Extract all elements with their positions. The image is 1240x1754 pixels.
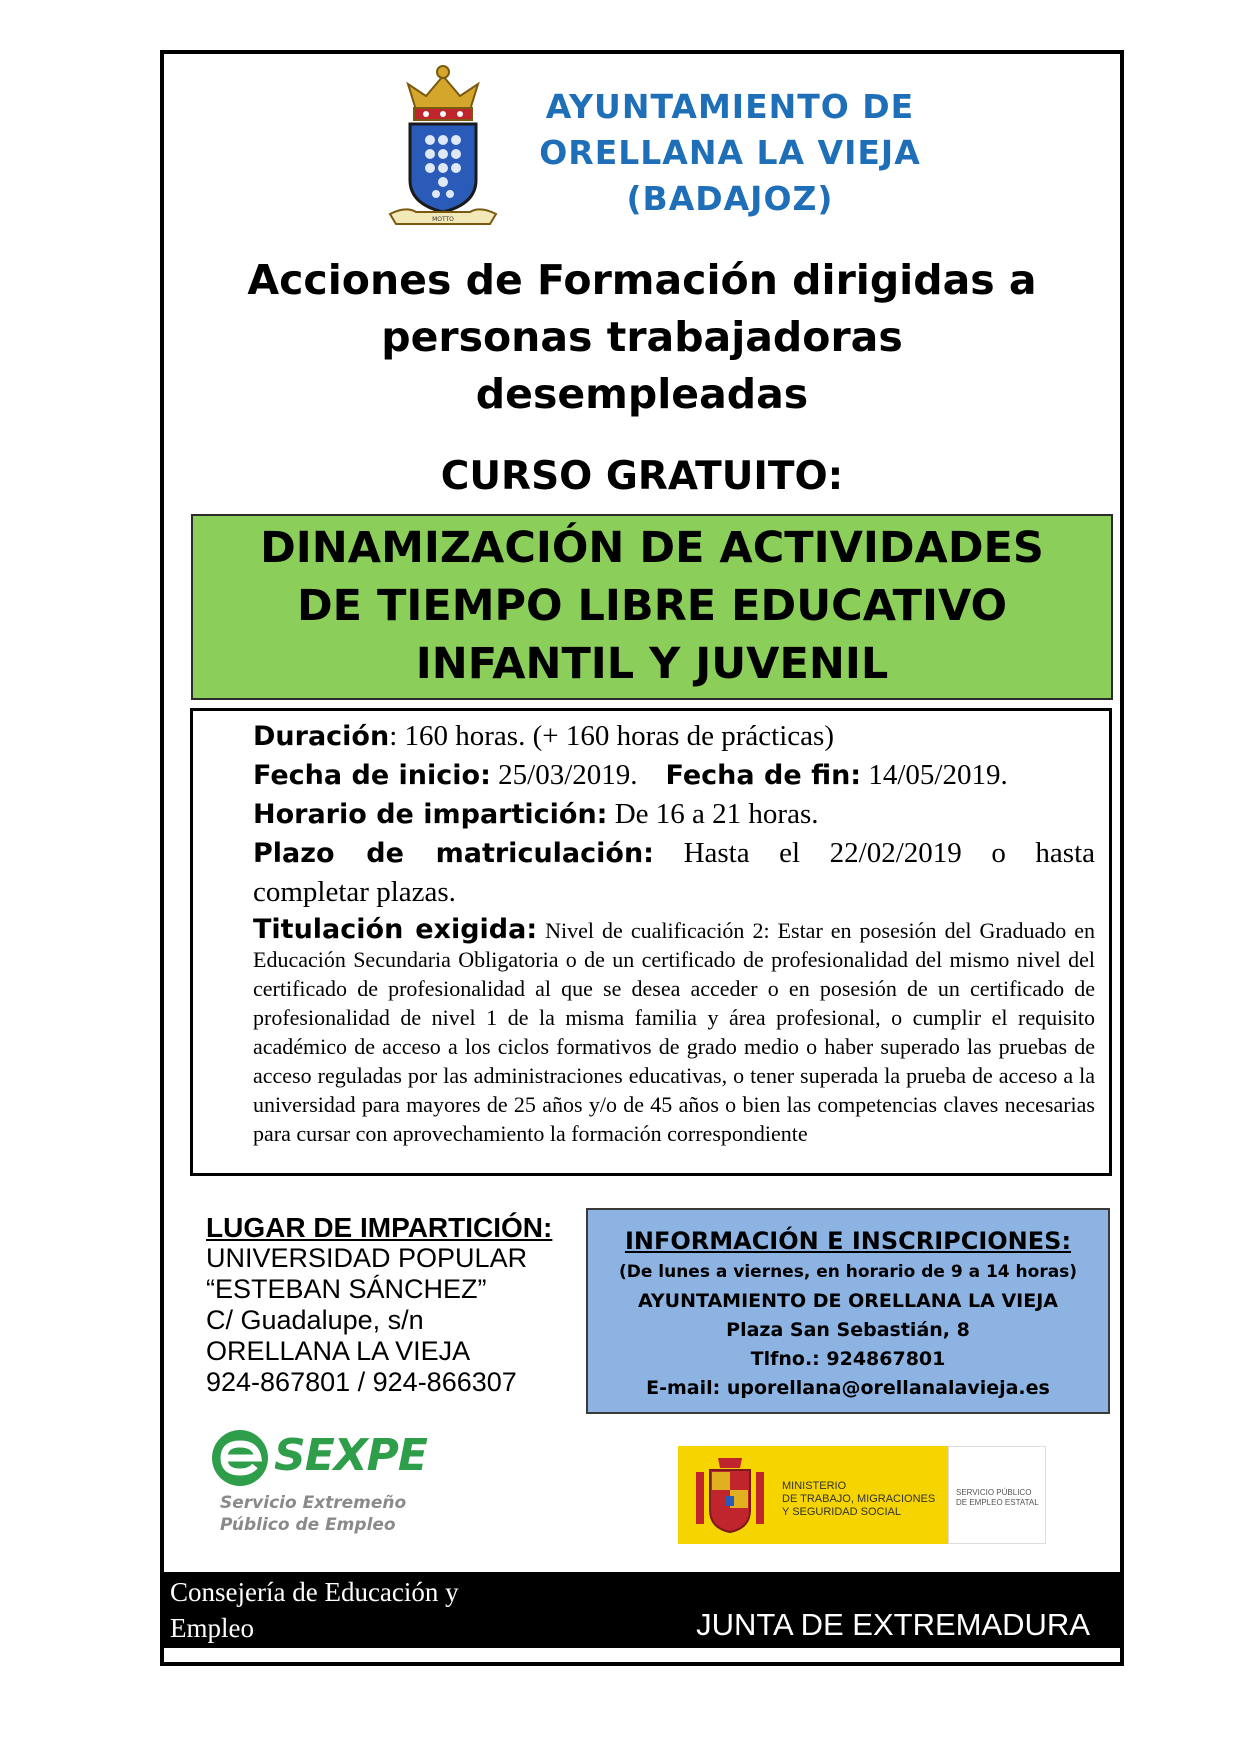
venue-title: LUGAR DE IMPARTICIÓN:: [206, 1212, 553, 1243]
info-org: AYUNTAMIENTO DE ORELLANA LA VIEJA: [638, 1290, 1058, 1312]
sexpe-subtitle-line: Servicio Extremeño: [220, 1493, 407, 1513]
headline-line: desempleadas: [475, 370, 809, 418]
plazo-row: [253, 834, 1095, 873]
sepe-line: SERVICIO PÚBLICO: [956, 1488, 1032, 1497]
ministry-line: MINISTERIO: [782, 1480, 847, 1492]
duracion-value: : 160 horas. (+ 160 horas de prácticas): [389, 720, 834, 752]
headline-line: personas trabajadoras: [381, 313, 903, 361]
inicio-label: Fecha de inicio:: [253, 760, 491, 791]
municipality-line: (BADAJOZ): [626, 179, 834, 218]
horario-value: De 16 a 21 horas.: [614, 798, 819, 830]
info-title: INFORMACIÓN E INSCRIPCIONES:: [624, 1227, 1072, 1255]
footer-junta: JUNTA DE EXTREMADURA: [696, 1607, 1090, 1642]
sepe-line: DE EMPLEO ESTATAL: [956, 1498, 1039, 1507]
info-phone: Tlfno.: 924867801: [750, 1348, 946, 1370]
fin-label: Fecha de fin:: [665, 760, 862, 791]
plazo-row-continued: [253, 873, 1095, 911]
plazo-label: Plazo de matriculación:: [253, 838, 654, 869]
info-address: Plaza San Sebastián, 8: [726, 1319, 970, 1341]
info-box: [586, 1208, 1110, 1414]
headline-line: Acciones de Formación dirigidas a: [247, 256, 1037, 304]
titulacion-value: Nivel de cualificación 2: Estar en posesión del Graduado en Educación Secundaria Obligatoria o de un certificado de profesionalidad del mismo nivel del certificado de profesionalidad al que se desea acceder o en posesión de un certificado de profesionalidad de nivel 1 de la misma familia y área profesional, o cumplir el requisito académico de acceso a los ciclos formativos de grado medio o haber superado las pruebas de acceso reguladas por las administraciones educativas, o tener superada la prueba de acceso a la universidad para mayores de 25 años y/o de 45 años o bien las competencias claves necesarias para cursar con aprovechamiento la formación correspondiente: [253, 918, 1095, 1146]
ministry-line: Y SEGURIDAD SOCIAL: [782, 1506, 901, 1518]
venue-block: [206, 1212, 586, 1398]
curso-label: CURSO GRATUITO:: [440, 454, 844, 499]
venue-line: ORELLANA LA VIEJA: [206, 1336, 471, 1366]
footer-left-line: Empleo: [170, 1613, 254, 1643]
svg-text:MOTTO: MOTTO: [432, 216, 454, 223]
duracion-row: [253, 717, 1095, 756]
ministry-logo: [678, 1446, 1046, 1544]
footer-left-line: Consejería de Educación y: [170, 1577, 459, 1607]
spain-coat-of-arms-icon: [690, 1452, 770, 1538]
course-title-line: DE TIEMPO LIBRE EDUCATIVO: [296, 581, 1008, 631]
titulacion-paragraph: [253, 915, 1095, 1148]
plazo-value: Hasta el 22/02/2019 o hasta: [683, 837, 1096, 869]
municipal-crest-logo: [386, 62, 500, 228]
sepe-name: [956, 1488, 1039, 1508]
course-title-line: INFANTIL Y JUVENIL: [415, 639, 889, 689]
sexpe-brand: SEXPE: [274, 1430, 427, 1481]
municipality-name: [520, 84, 940, 222]
municipality-line: ORELLANA LA VIEJA: [539, 133, 921, 172]
info-email: E-mail: uporellana@orellanalavieja.es: [646, 1377, 1050, 1399]
sexpe-e-icon: [208, 1428, 272, 1488]
sexpe-subtitle: [220, 1492, 406, 1536]
venue-phone: 924-867801 / 924-866307: [206, 1367, 517, 1397]
info-schedule: (De lunes a viernes, en horario de 9 a 14 horas): [618, 1262, 1078, 1282]
ministry-line: DE TRABAJO, MIGRACIONES: [782, 1493, 936, 1505]
headline: [170, 252, 1114, 423]
course-details-box: [190, 708, 1112, 1176]
horario-row: [253, 795, 1095, 834]
horario-label: Horario de impartición:: [253, 799, 608, 830]
municipality-line: AYUNTAMIENTO DE: [545, 87, 915, 126]
venue-line: C/ Guadalupe, s/n: [206, 1305, 424, 1335]
inicio-value: 25/03/2019.: [498, 759, 638, 791]
duracion-label: Duración: [253, 721, 390, 752]
ministry-name: [782, 1480, 935, 1519]
plazo-value-continued: completar plazas.: [253, 876, 456, 908]
sexpe-subtitle-line: Público de Empleo: [220, 1515, 396, 1535]
fin-value: 14/05/2019.: [868, 759, 1008, 791]
footer-consejeria: [170, 1574, 459, 1646]
footer-bar: [164, 1572, 1120, 1648]
venue-line: “ESTEBAN SÁNCHEZ”: [206, 1274, 487, 1304]
sexpe-logo: [208, 1428, 438, 1538]
titulacion-label: Titulación exigida:: [253, 914, 538, 945]
fechas-row: [253, 756, 1095, 795]
course-title-box: [191, 514, 1113, 700]
course-title-line: DINAMIZACIÓN DE ACTIVIDADES: [260, 523, 1044, 573]
venue-line: UNIVERSIDAD POPULAR: [206, 1243, 528, 1273]
